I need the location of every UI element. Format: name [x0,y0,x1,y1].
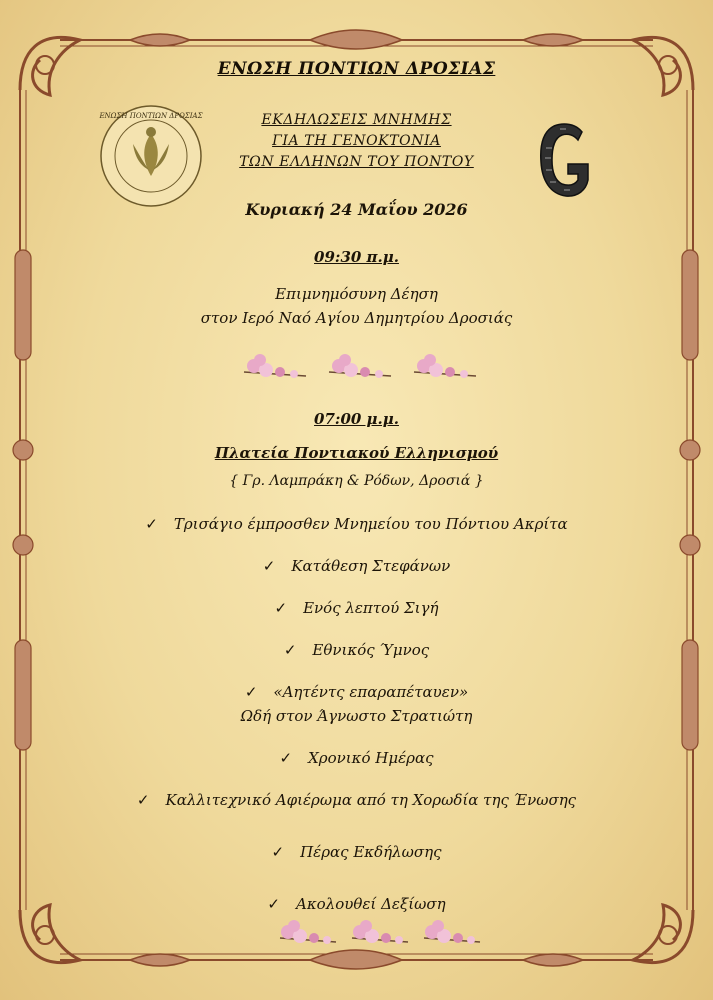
seal-text: ΕΝΩΣΗ ΠΟΝΤΙΩΝ ΔΡΟΣΙΑΣ [99,112,203,120]
program-item [0,554,713,578]
blossom-divider-bottom [272,918,492,952]
check-icon: ✓ [136,791,150,809]
blossom-divider-top [236,350,476,386]
check-icon: ✓ [262,557,276,575]
check-icon: ✓ [274,599,288,617]
check-icon: ✓ [271,843,285,861]
program-item [0,680,713,704]
memorial-line-2: στον Ιερό Ναό Αγίου Δημητρίου Δροσιάς [200,309,513,327]
check-icon: ✓ [283,641,297,659]
program-item [0,892,713,916]
memorial-line-1: Επιμνημόσυνη Δέηση [275,285,438,303]
evening-time: 07:00 μ.μ. [314,410,399,428]
check-icon: ✓ [244,683,258,701]
check-icon: ✓ [279,749,293,767]
program-item [0,788,713,812]
program-item-text: Ενός λεπτού Σιγή [303,599,439,617]
program-item [0,596,713,620]
event-date: Κυριακή 24 Μαΐου 2026 [245,200,468,219]
program-item-text: Πέρας Εκδήλωσης [300,843,442,861]
check-icon: ✓ [145,515,158,533]
subtitle-line-2: ΓΙΑ ΤΗ ΓΕΝΟΚΤΟΝΙΑ [272,133,441,149]
program-item-continuation [0,704,713,728]
program-item-text: Τρισάγιο έμπροσθεν Μνημείου του Πόντιου Ακρίτα [173,515,568,533]
org-title: ΕΝΩΣΗ ΠΟΝΤΙΩΝ ΔΡΟΣΙΑΣ [217,59,496,79]
program-item [0,638,713,662]
subtitle-line-3: ΤΩΝ ΕΛΛΗΝΩΝ ΤΟΥ ΠΟΝΤΟΥ [239,154,474,170]
program-item-text: Χρονικό Ημέρας [308,749,434,767]
morning-time: 09:30 π.μ. [314,248,399,266]
memorial-service [0,282,713,330]
subtitle-line-1: ΕΚΔΗΛΩΣΕΙΣ ΜΝΗΜΗΣ [261,112,452,128]
check-icon: ✓ [267,895,280,913]
event-subtitle [0,110,713,173]
program-item [0,746,713,770]
program-item-text: Ακολουθεί Δεξίωση [296,895,446,913]
event-address: { Γρ. Λαμπράκη & Ρόδων, Δροσιά } [229,473,484,489]
program-item-text: Εθνικός Ύμνος [312,641,430,659]
program-item-text: Καλλιτεχνικό Αφιέρωμα από τη Χορωδία της Ένωσης [165,791,577,809]
program-item-text: Κατάθεση Στεφάνων [291,557,451,575]
program-item [0,840,713,864]
event-place: Πλατεία Ποντιακού Ελληνισμού [214,444,499,462]
program-item-text: «Αητέντς επαραπέταυεν» [273,683,469,701]
program-item-text: Ωδή στον Άγνωστο Στρατιώτη [240,707,473,725]
program-item [0,512,713,536]
